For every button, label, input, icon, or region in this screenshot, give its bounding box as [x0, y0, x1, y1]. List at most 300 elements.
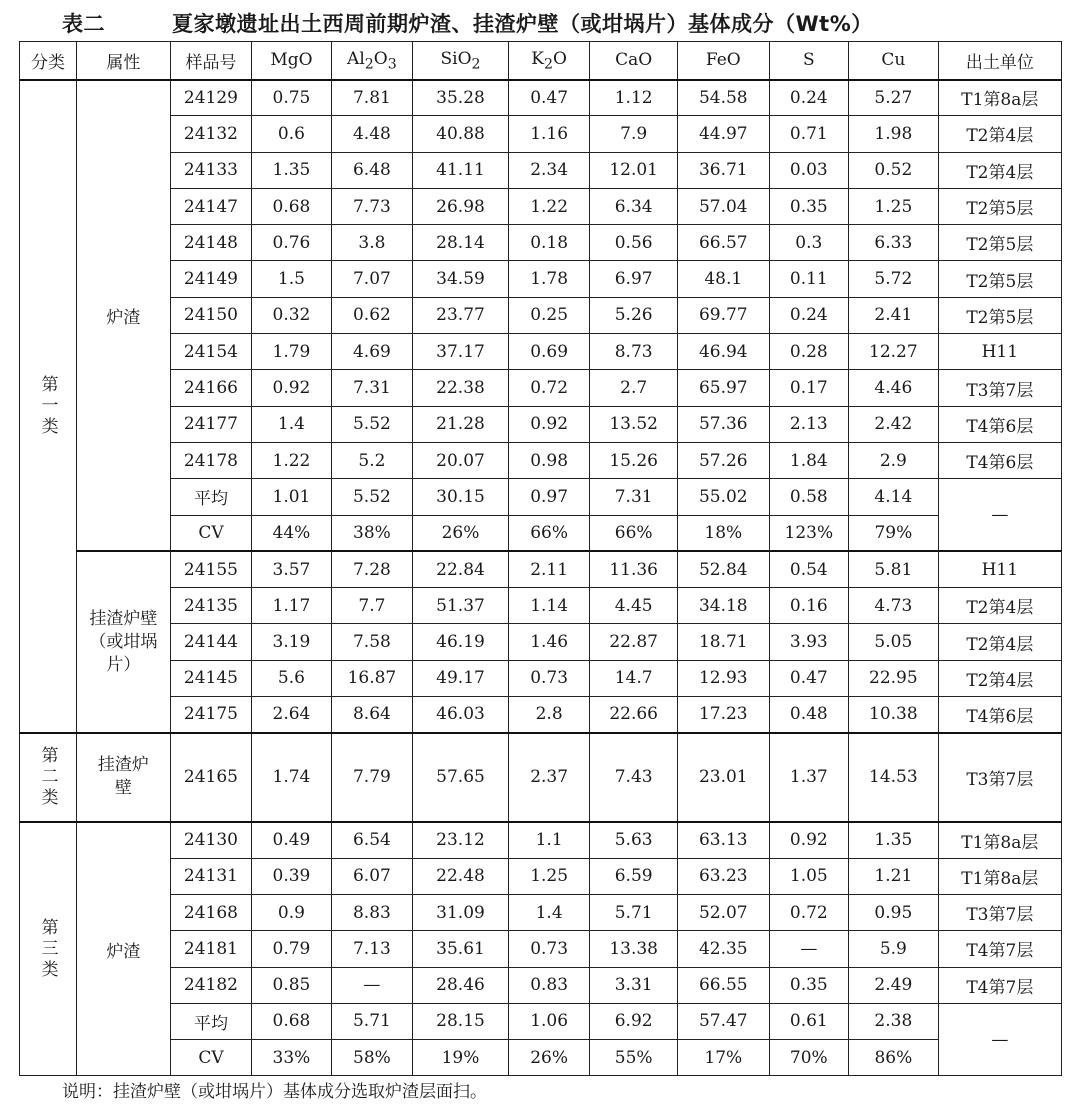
header-sio2: SiO$_2$	[413, 42, 509, 80]
value-cell: 66.57	[677, 225, 769, 261]
value-cell: 1.16	[508, 116, 589, 152]
table-row	[20, 588, 1062, 624]
value-cell: 5.6	[252, 660, 331, 696]
value-cell: 31.09	[413, 894, 509, 930]
value-cell: 4.73	[849, 588, 939, 624]
stat-label-cell: 平均	[170, 479, 251, 515]
unit-cell: T2第5层	[938, 297, 1061, 333]
sample-id-cell: 24130	[170, 822, 251, 858]
value-cell: 0.18	[508, 225, 589, 261]
value-cell: 57.04	[677, 188, 769, 224]
value-cell: 1.78	[508, 261, 589, 297]
sample-id-cell: 24145	[170, 660, 251, 696]
cv-cell: 70%	[769, 1040, 848, 1076]
sample-id-cell: 24178	[170, 442, 251, 478]
value-cell: 1.21	[849, 858, 939, 894]
value-cell: 0.32	[252, 297, 331, 333]
sample-id-cell: 24131	[170, 858, 251, 894]
table-row	[20, 406, 1062, 442]
sample-id-cell: 24148	[170, 225, 251, 261]
table-row	[20, 479, 1062, 515]
value-cell: 2.64	[252, 697, 331, 733]
value-cell: 0.56	[590, 225, 678, 261]
value-cell: 22.84	[413, 551, 509, 587]
value-cell: 7.28	[331, 551, 412, 587]
value-cell: 12.01	[590, 152, 678, 188]
value-cell: 6.34	[590, 188, 678, 224]
table-row	[20, 931, 1062, 967]
value-cell: 0.49	[252, 822, 331, 858]
composition-table	[19, 41, 1062, 1076]
unit-cell: T2第4层	[938, 116, 1061, 152]
value-cell: 41.11	[413, 152, 509, 188]
value-cell: —	[769, 931, 848, 967]
unit-cell: T4第6层	[938, 442, 1061, 478]
value-cell: 6.97	[590, 261, 678, 297]
value-cell: 16.87	[331, 660, 412, 696]
unit-cell: T1第8a层	[938, 80, 1061, 116]
value-cell: 23.77	[413, 297, 509, 333]
value-cell: 1.79	[252, 334, 331, 370]
sample-id-cell: 24129	[170, 80, 251, 116]
value-cell: 5.2	[331, 442, 412, 478]
avg-cell: 5.71	[331, 1003, 412, 1039]
value-cell: 0.9	[252, 894, 331, 930]
value-cell: 1.22	[252, 442, 331, 478]
value-cell: 65.97	[677, 370, 769, 406]
value-cell: 1.74	[252, 733, 331, 822]
sample-id-cell: 24168	[170, 894, 251, 930]
value-cell: 13.52	[590, 406, 678, 442]
value-cell: 0.24	[769, 80, 848, 116]
value-cell: 0.25	[508, 297, 589, 333]
table-row	[20, 858, 1062, 894]
value-cell: 12.27	[849, 334, 939, 370]
table-title	[62, 8, 1062, 38]
value-cell: 22.87	[590, 624, 678, 660]
table-row	[20, 442, 1062, 478]
value-cell: 3.31	[590, 967, 678, 1003]
value-cell: 1.12	[590, 80, 678, 116]
table-row	[20, 660, 1062, 696]
header-cu: Cu	[849, 42, 939, 80]
table-number: 表二	[62, 12, 105, 36]
sample-id-cell: 24181	[170, 931, 251, 967]
header-sample-id: 样品号	[170, 42, 251, 80]
attribute-cell-slag-3: 炉渣	[77, 822, 171, 1076]
table-title-text: 夏家墩遗址出土西周前期炉渣、挂渣炉壁（或坩埚片）基体成分（Wt%）	[172, 12, 873, 36]
value-cell: 0.95	[849, 894, 939, 930]
value-cell: 7.58	[331, 624, 412, 660]
value-cell: 17.23	[677, 697, 769, 733]
category-cell-3: 第三类	[20, 822, 77, 1076]
avg-cell: 0.97	[508, 479, 589, 515]
value-cell: 5.26	[590, 297, 678, 333]
table-row	[20, 894, 1062, 930]
table-row	[20, 116, 1062, 152]
value-cell: 0.62	[331, 297, 412, 333]
value-cell: 0.92	[508, 406, 589, 442]
value-cell: 11.36	[590, 551, 678, 587]
value-cell: 10.38	[849, 697, 939, 733]
table-row	[20, 733, 1062, 822]
value-cell: 22.66	[590, 697, 678, 733]
value-cell: —	[331, 967, 412, 1003]
value-cell: 5.71	[590, 894, 678, 930]
value-cell: 0.72	[769, 894, 848, 930]
value-cell: 51.37	[413, 588, 509, 624]
value-cell: 1.22	[508, 188, 589, 224]
value-cell: 21.28	[413, 406, 509, 442]
value-cell: 36.71	[677, 152, 769, 188]
value-cell: 23.01	[677, 733, 769, 822]
avg-cell: 2.38	[849, 1003, 939, 1039]
unit-cell: T1第8a层	[938, 858, 1061, 894]
value-cell: 49.17	[413, 660, 509, 696]
avg-cell: 30.15	[413, 479, 509, 515]
stat-label-cell: CV	[170, 515, 251, 551]
value-cell: 1.84	[769, 442, 848, 478]
value-cell: 5.05	[849, 624, 939, 660]
value-cell: 0.3	[769, 225, 848, 261]
unit-cell: T4第7层	[938, 931, 1061, 967]
value-cell: 1.05	[769, 858, 848, 894]
value-cell: 7.7	[331, 588, 412, 624]
value-cell: 8.73	[590, 334, 678, 370]
value-cell: 0.79	[252, 931, 331, 967]
header-row	[20, 42, 1062, 80]
value-cell: 37.17	[413, 334, 509, 370]
stat-unit-cell: —	[938, 1003, 1061, 1076]
sample-id-cell: 24182	[170, 967, 251, 1003]
value-cell: 63.23	[677, 858, 769, 894]
value-cell: 1.4	[508, 894, 589, 930]
value-cell: 4.48	[331, 116, 412, 152]
value-cell: 0.76	[252, 225, 331, 261]
table-row	[20, 80, 1062, 116]
value-cell: 14.7	[590, 660, 678, 696]
value-cell: 0.72	[508, 370, 589, 406]
value-cell: 2.37	[508, 733, 589, 822]
avg-cell: 57.47	[677, 1003, 769, 1039]
value-cell: 1.5	[252, 261, 331, 297]
unit-cell: T2第5层	[938, 225, 1061, 261]
header-mgo: MgO	[252, 42, 331, 80]
value-cell: 46.94	[677, 334, 769, 370]
value-cell: 0.24	[769, 297, 848, 333]
value-cell: 40.88	[413, 116, 509, 152]
table-row	[20, 334, 1062, 370]
value-cell: 8.83	[331, 894, 412, 930]
avg-cell: 4.14	[849, 479, 939, 515]
value-cell: 42.35	[677, 931, 769, 967]
avg-cell: 1.01	[252, 479, 331, 515]
value-cell: 2.34	[508, 152, 589, 188]
cv-cell: 33%	[252, 1040, 331, 1076]
value-cell: 2.42	[849, 406, 939, 442]
value-cell: 0.68	[252, 188, 331, 224]
value-cell: 3.8	[331, 225, 412, 261]
attribute-cell-wall-2: 挂渣炉壁	[77, 733, 171, 822]
value-cell: 3.93	[769, 624, 848, 660]
value-cell: 1.35	[252, 152, 331, 188]
value-cell: 0.98	[508, 442, 589, 478]
value-cell: 44.97	[677, 116, 769, 152]
table-row	[20, 297, 1062, 333]
avg-cell: 0.61	[769, 1003, 848, 1039]
value-cell: 0.03	[769, 152, 848, 188]
value-cell: 5.81	[849, 551, 939, 587]
value-cell: 5.52	[331, 406, 412, 442]
unit-cell: H11	[938, 551, 1061, 587]
value-cell: 1.4	[252, 406, 331, 442]
unit-cell: T2第5层	[938, 261, 1061, 297]
value-cell: 0.35	[769, 967, 848, 1003]
value-cell: 34.59	[413, 261, 509, 297]
cv-cell: 79%	[849, 515, 939, 551]
sample-id-cell: 24149	[170, 261, 251, 297]
value-cell: 0.85	[252, 967, 331, 1003]
value-cell: 4.46	[849, 370, 939, 406]
value-cell: 22.38	[413, 370, 509, 406]
attribute-cell-wall: 挂渣炉壁（或坩埚片）	[77, 551, 171, 732]
sample-id-cell: 24135	[170, 588, 251, 624]
value-cell: 22.95	[849, 660, 939, 696]
unit-cell: T3第7层	[938, 894, 1061, 930]
cv-cell: 86%	[849, 1040, 939, 1076]
value-cell: 6.54	[331, 822, 412, 858]
value-cell: 7.31	[331, 370, 412, 406]
sample-id-cell: 24147	[170, 188, 251, 224]
table-body	[20, 80, 1062, 1076]
value-cell: 0.6	[252, 116, 331, 152]
value-cell: 34.18	[677, 588, 769, 624]
value-cell: 5.27	[849, 80, 939, 116]
value-cell: 2.13	[769, 406, 848, 442]
unit-cell: T2第4层	[938, 588, 1061, 624]
value-cell: 57.65	[413, 733, 509, 822]
value-cell: 14.53	[849, 733, 939, 822]
header-feo: FeO	[677, 42, 769, 80]
unit-cell: T1第8a层	[938, 822, 1061, 858]
value-cell: 6.07	[331, 858, 412, 894]
value-cell: 1.17	[252, 588, 331, 624]
value-cell: 52.84	[677, 551, 769, 587]
value-cell: 2.11	[508, 551, 589, 587]
value-cell: 1.14	[508, 588, 589, 624]
value-cell: 4.45	[590, 588, 678, 624]
sample-id-cell: 24177	[170, 406, 251, 442]
value-cell: 7.79	[331, 733, 412, 822]
value-cell: 22.48	[413, 858, 509, 894]
value-cell: 69.77	[677, 297, 769, 333]
table-row	[20, 697, 1062, 733]
value-cell: 57.36	[677, 406, 769, 442]
sample-id-cell: 24154	[170, 334, 251, 370]
value-cell: 1.25	[508, 858, 589, 894]
value-cell: 0.69	[508, 334, 589, 370]
value-cell: 57.26	[677, 442, 769, 478]
avg-cell: 28.15	[413, 1003, 509, 1039]
value-cell: 0.39	[252, 858, 331, 894]
value-cell: 15.26	[590, 442, 678, 478]
value-cell: 23.12	[413, 822, 509, 858]
cv-cell: 58%	[331, 1040, 412, 1076]
table-row	[20, 967, 1062, 1003]
value-cell: 1.35	[849, 822, 939, 858]
value-cell: 28.46	[413, 967, 509, 1003]
value-cell: 66.55	[677, 967, 769, 1003]
value-cell: 3.57	[252, 551, 331, 587]
value-cell: 0.71	[769, 116, 848, 152]
stat-unit-cell: —	[938, 479, 1061, 552]
value-cell: 2.9	[849, 442, 939, 478]
unit-cell: T3第7层	[938, 733, 1061, 822]
header-category: 分类	[20, 42, 77, 80]
value-cell: 2.8	[508, 697, 589, 733]
value-cell: 5.72	[849, 261, 939, 297]
value-cell: 0.92	[769, 822, 848, 858]
sample-id-cell: 24150	[170, 297, 251, 333]
header-s: S	[769, 42, 848, 80]
value-cell: 46.03	[413, 697, 509, 733]
header-unit: 出土单位	[938, 42, 1061, 80]
cv-cell: 18%	[677, 515, 769, 551]
category-cell-1: 第一类	[20, 80, 77, 733]
unit-cell: T4第7层	[938, 967, 1061, 1003]
table-row	[20, 370, 1062, 406]
table-row	[20, 1040, 1062, 1076]
sample-id-cell: 24132	[170, 116, 251, 152]
cv-cell: 55%	[590, 1040, 678, 1076]
value-cell: 1.37	[769, 733, 848, 822]
value-cell: 20.07	[413, 442, 509, 478]
value-cell: 1.98	[849, 116, 939, 152]
sample-id-cell: 24155	[170, 551, 251, 587]
sample-id-cell: 24133	[170, 152, 251, 188]
header-k2o: $K_2O$	[508, 42, 589, 80]
value-cell: 0.35	[769, 188, 848, 224]
sample-id-cell: 24166	[170, 370, 251, 406]
value-cell: 5.9	[849, 931, 939, 967]
unit-cell: T3第7层	[938, 370, 1061, 406]
value-cell: 46.19	[413, 624, 509, 660]
value-cell: 8.64	[331, 697, 412, 733]
table-row	[20, 515, 1062, 551]
value-cell: 0.52	[849, 152, 939, 188]
value-cell: 2.7	[590, 370, 678, 406]
stat-label-cell: CV	[170, 1040, 251, 1076]
avg-cell: 0.68	[252, 1003, 331, 1039]
table-note: 说明：挂渣炉壁（或坩埚片）基体成分选取炉渣层面扫。	[62, 1082, 487, 1102]
value-cell: 7.73	[331, 188, 412, 224]
cv-cell: 17%	[677, 1040, 769, 1076]
sample-id-cell: 24175	[170, 697, 251, 733]
cv-cell: 66%	[590, 515, 678, 551]
value-cell: 6.59	[590, 858, 678, 894]
table-row	[20, 551, 1062, 587]
value-cell: 0.73	[508, 931, 589, 967]
value-cell: 0.28	[769, 334, 848, 370]
value-cell: 3.19	[252, 624, 331, 660]
value-cell: 1.46	[508, 624, 589, 660]
value-cell: 5.63	[590, 822, 678, 858]
value-cell: 1.25	[849, 188, 939, 224]
unit-cell: T2第4层	[938, 624, 1061, 660]
table-row	[20, 624, 1062, 660]
value-cell: 4.69	[331, 334, 412, 370]
value-cell: 0.92	[252, 370, 331, 406]
unit-cell: T4第6层	[938, 406, 1061, 442]
value-cell: 26.98	[413, 188, 509, 224]
unit-cell: T2第4层	[938, 152, 1061, 188]
sample-id-cell: 24165	[170, 733, 251, 822]
value-cell: 6.33	[849, 225, 939, 261]
table-row	[20, 1003, 1062, 1039]
value-cell: 2.49	[849, 967, 939, 1003]
value-cell: 52.07	[677, 894, 769, 930]
unit-cell: T2第4层	[938, 660, 1061, 696]
avg-cell: 55.02	[677, 479, 769, 515]
value-cell: 28.14	[413, 225, 509, 261]
unit-cell: T2第5层	[938, 188, 1061, 224]
table-row	[20, 152, 1062, 188]
value-cell: 13.38	[590, 931, 678, 967]
table-row	[20, 188, 1062, 224]
cv-cell: 123%	[769, 515, 848, 551]
value-cell: 63.13	[677, 822, 769, 858]
value-cell: 0.75	[252, 80, 331, 116]
value-cell: 7.9	[590, 116, 678, 152]
value-cell: 54.58	[677, 80, 769, 116]
value-cell: 2.41	[849, 297, 939, 333]
cv-cell: 19%	[413, 1040, 509, 1076]
avg-cell: 1.06	[508, 1003, 589, 1039]
value-cell: 0.47	[769, 660, 848, 696]
value-cell: 7.81	[331, 80, 412, 116]
value-cell: 0.16	[769, 588, 848, 624]
value-cell: 35.61	[413, 931, 509, 967]
header-cao: CaO	[590, 42, 678, 80]
avg-cell: 0.58	[769, 479, 848, 515]
value-cell: 18.71	[677, 624, 769, 660]
avg-cell: 7.31	[590, 479, 678, 515]
header-attribute: 属性	[77, 42, 171, 80]
category-cell-2: 第二类	[20, 733, 77, 822]
value-cell: 0.47	[508, 80, 589, 116]
value-cell: 0.11	[769, 261, 848, 297]
cv-cell: 66%	[508, 515, 589, 551]
sample-id-cell: 24144	[170, 624, 251, 660]
value-cell: 0.83	[508, 967, 589, 1003]
attribute-cell-slag: 炉渣	[77, 80, 171, 552]
value-cell: 7.13	[331, 931, 412, 967]
unit-cell: H11	[938, 334, 1061, 370]
cv-cell: 38%	[331, 515, 412, 551]
value-cell: 0.17	[769, 370, 848, 406]
value-cell: 1.1	[508, 822, 589, 858]
value-cell: 0.54	[769, 551, 848, 587]
value-cell: 35.28	[413, 80, 509, 116]
header-al2o3: $Al_2O_3$	[331, 42, 412, 80]
value-cell: 0.48	[769, 697, 848, 733]
avg-cell: 6.92	[590, 1003, 678, 1039]
table-row	[20, 261, 1062, 297]
unit-cell: T4第6层	[938, 697, 1061, 733]
table-row	[20, 225, 1062, 261]
cv-cell: 26%	[508, 1040, 589, 1076]
value-cell: 0.73	[508, 660, 589, 696]
